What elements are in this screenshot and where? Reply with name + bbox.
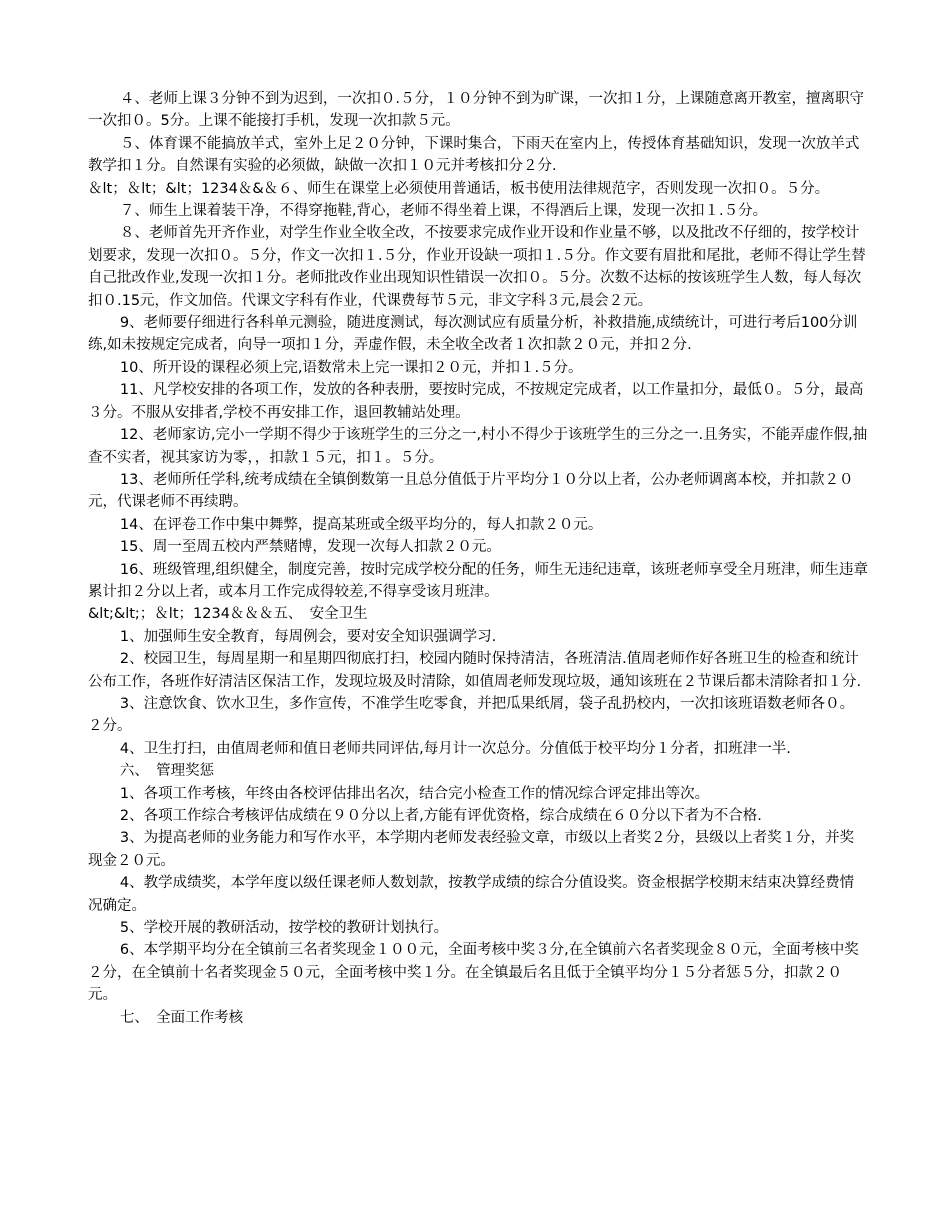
paragraph: ４、老师上课３分钟不到为迟到，一次扣０.５分，１０分钟不到为旷课，一次扣１分，上课随意离开教室，擅离职守一次扣０。5分。上课不能接打手机，发现一次扣款５元。 bbox=[88, 91, 864, 130]
paragraph: ８、老师首先开齐作业，对学生作业全收全改，不按要求完成作业开设和作业量不够，以及批改不仔细的，按学校计划要求，发现一次扣０。５分，作文一次扣１.５分，作业开设缺一项扣１.５分。作文要有眉批和尾批，老师不得让学生替自己批改作业,发现一次扣１分。老师批改作业出现知识性错误一次扣０。５分。次数不达标的按该班学生人数，每人每次扣０.15元，作文加倍。代课文字科有作业，代课费每节５元，非文字科３元,晨会２元。 bbox=[88, 225, 866, 309]
paragraph: 5、学校开展的教研活动，按学校的教研计划执行。 bbox=[119, 920, 449, 937]
paragraph: 4、教学成绩奖，本学年度以级任课老师人数划款，按教学成绩的综合分值设奖。资金根据学校期末结束决算经费情况确定。 bbox=[88, 875, 855, 914]
paragraph: ５、体育课不能搞放羊式，室外上足２０分钟，下课时集合，下雨天在室内上，传授体育基础知识，发现一次放羊式教学扣１分。自然课有实验的必须做，缺做一次扣１０元并考核扣分２分. bbox=[88, 135, 860, 175]
paragraph: 3、注意饮食、饮水卫生，多作宣传，不准学生吃零食，并把瓜果纸屑，袋子乱扔校内，一次扣该班语数老师各０。２分。 bbox=[88, 695, 855, 735]
paragraph: &lt;&lt;；＆lt；1234＆＆＆五、 安全卫生 bbox=[88, 606, 368, 623]
paragraph: ＆lt；＆lt；&lt；1234＆&＆６、师生在课堂上必须使用普通话，板书使用法律规范字，否则发现一次扣０。５分。 bbox=[88, 180, 830, 197]
paragraph: 9、老师要仔细进行各科单元测验，随进度测试，每次测试应有质量分析，补救措施,成绩统计，可进行考后100分训练,如未按规定完成者，向导一项扣１分，弄虚作假，未全收全改者１次扣款２０元，并扣２分. bbox=[88, 315, 858, 354]
paragraph: 2、各项工作综合考核评估成绩在９０分以上者,方能有评优资格，综合成绩在６０分以下者为不合格. bbox=[119, 808, 762, 824]
paragraph: 1、加强师生安全教育，每周例会，要对安全知识强调学习. bbox=[119, 628, 497, 645]
paragraph: 14、在评卷工作中集中舞弊，提高某班或全级平均分的，每人扣款２０元。 bbox=[119, 516, 603, 533]
paragraph: 1、各项工作考核，年终由各校评估排出名次，结合完小检查工作的情况综合评定排出等次。 bbox=[119, 785, 710, 802]
paragraph: 10、所开设的课程必须上完,语数常未上完一课扣２０元，并扣１.５分。 bbox=[119, 359, 583, 376]
document-page bbox=[88, 88, 868, 1029]
paragraph: 2、校园卫生，每周星期一和星期四彻底打扫，校园内随时保持清洁，各班清洁.值周老师作好各班卫生的检查和统计公布工作，各班作好清洁区保洁工作，发现垃圾及时清除，如值周老师发现垃圾，通知该班在２节课后都未清除者扣１分. bbox=[88, 651, 862, 690]
paragraph: 12、老师家访,完小一学期不得少于该班学生的三分之一,村小不得少于该班学生的三分之一.且务实，不能弄虚作假,抽查不实者，视其家访为零，，扣款１５元，扣１。５分。 bbox=[88, 427, 868, 466]
paragraph: 3、为提高老师的业务能力和写作水平，本学期内老师发表经验文章，市级以上者奖２分，县级以上者奖１分，并奖现金２０元。 bbox=[88, 830, 855, 869]
paragraph: 4、卫生打扫，由值周老师和值日老师共同评估,每月计一次总分。分值低于校平均分１分者，扣班津一半. bbox=[119, 740, 791, 757]
paragraph: 七、 全面工作考核 bbox=[119, 1009, 244, 1026]
paragraph: ７、师生上课着装干净，不得穿拖鞋,背心，老师不得坐着上课，不得酒后上课，发现一次扣１.５分。 bbox=[119, 203, 768, 220]
paragraph: 11、凡学校安排的各项工作，发放的各种表册，要按时完成，不按规定完成者，以工作量扣分，最低０。５分，最高３分。不服从安排者,学校不再安排工作，退回教辅站处理。 bbox=[88, 382, 864, 421]
paragraph: 六、 管理奖惩 bbox=[119, 763, 215, 780]
paragraph: 15、周一至周五校内严禁赌博，发现一次每人扣款２０元。 bbox=[119, 539, 501, 556]
paragraph: 16、班级管理,组织健全，制度完善，按时完成学校分配的任务，师生无违纪违章，该班老师享受全月班津，师生违章累计扣２分以上者，或本月工作完成得较差,不得享受该月班津。 bbox=[88, 561, 868, 600]
paragraph: 13、老师所任学科,统考成绩在全镇倒数第一且总分值低于片平均分１０分以上者，公办老师调离本校，并扣款２０元，代课老师不再续聘。 bbox=[88, 471, 854, 511]
paragraph: 6、本学期平均分在全镇前三名者奖现金１００元，全面考核中奖３分,在全镇前六名者奖现金８０元，全面考核中奖２分，在全镇前十名者奖现金５０元，全面考核中奖１分。在全镇最后名且低于全镇平均分１５分者惩５分，扣款２０元。 bbox=[88, 942, 859, 1004]
